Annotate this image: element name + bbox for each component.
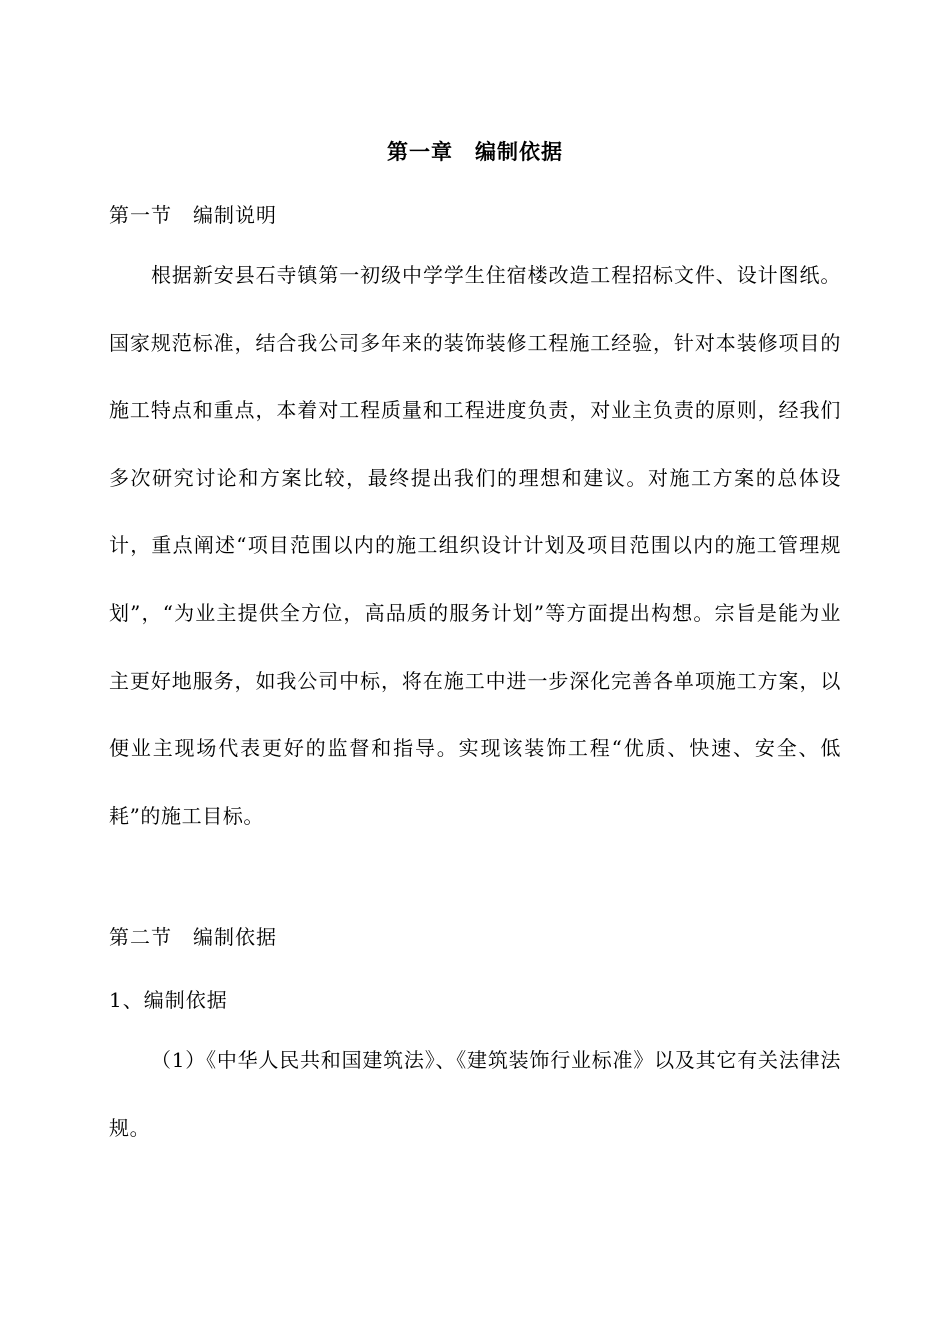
chapter-title: 第一章 编制依据 — [387, 139, 563, 164]
section-1-paragraph: 根据新安县石寺镇第一初级中学学生住宿楼改造工程招标文件、设计图纸。国家规范标准，结合我公司多年来的装饰装修工程施工经验，针对本装修项目的施工特点和重点，本着对工程质量和工程进度负责，对业主负责的原则，经我们多次研究讨论和方案比较，最终提出我们的理想和建议。对施工方案的总体设计，重点阐述“项目范围以内的施工组织设计计划及项目范围以内的施工管理规划”，“为业主提供全方位，高品质的服务计划”等方面提出构想。宗旨是能为业主更好地服务，如我公司中标，将在施工中进一步深化完善各单项施工方案，以便业主现场代表更好的监督和指导。实现该装饰工程“优质、快速、安全、低耗”的施工目标。 — [109, 263, 841, 828]
basis-item-1: （1）《中华人民共和国建筑法》、《建筑装饰行业标准》以及其它有关法律法规。 — [109, 1048, 841, 1140]
subheading-compilation-basis: 1、编制依据 — [109, 988, 228, 1012]
section-heading-1: 第一节 编制说明 — [109, 203, 277, 227]
section-heading-2: 第二节 编制依据 — [109, 925, 277, 949]
